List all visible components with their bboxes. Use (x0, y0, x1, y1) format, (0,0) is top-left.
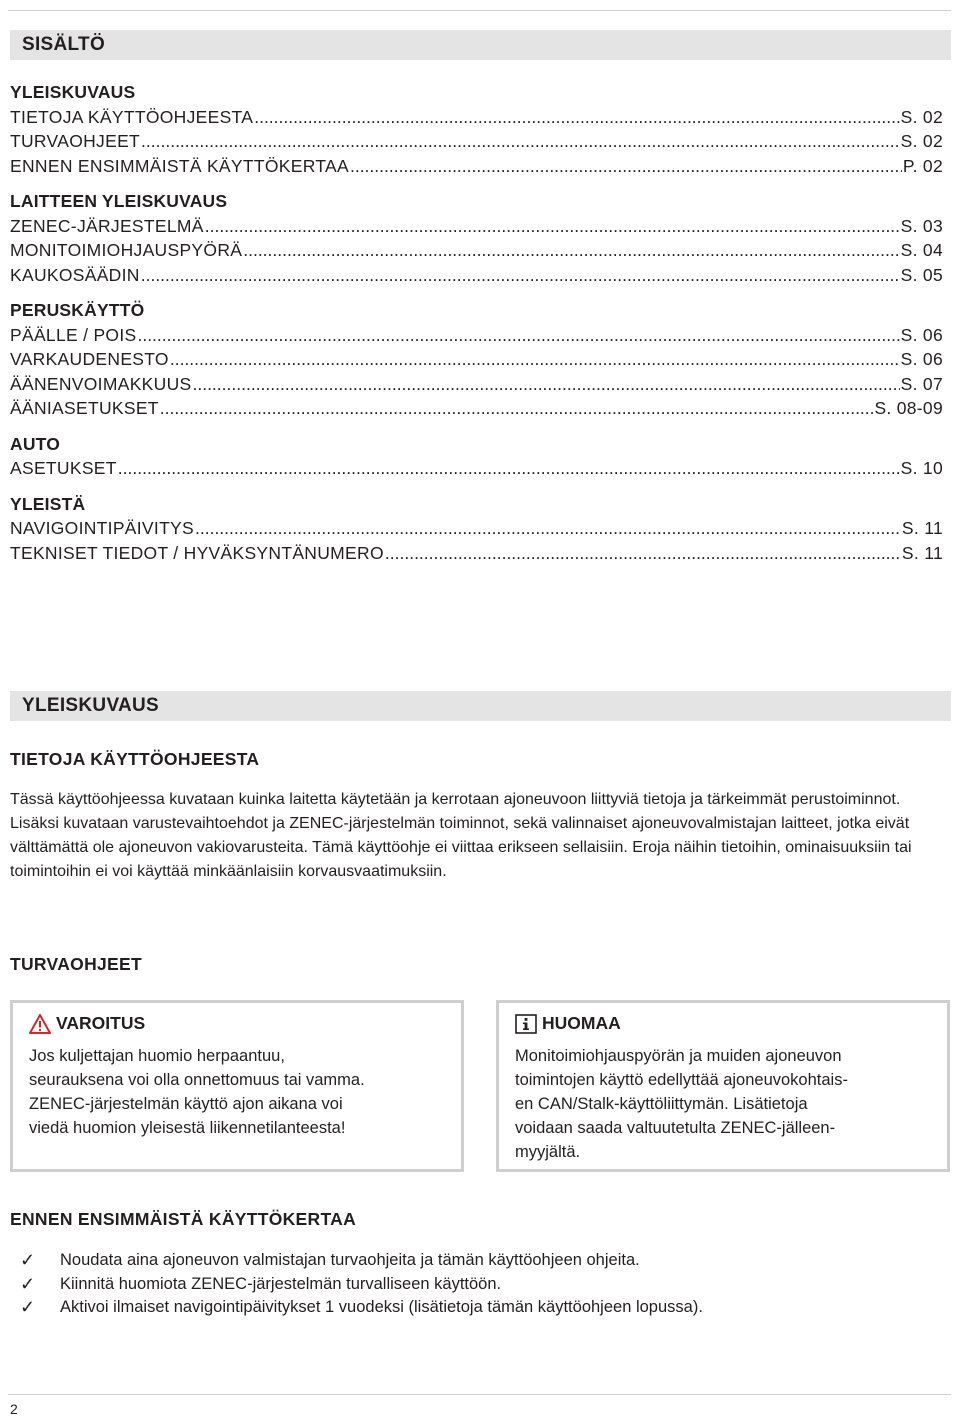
toc-entry-page: S. 10 (900, 458, 943, 478)
toc-entry-label: VARKAUDENESTO (10, 349, 169, 369)
warning-title-text: VAROITUS (56, 1013, 146, 1033)
toc-entry-label: ZENEC-JÄRJESTELMÄ (10, 215, 204, 236)
top-rule (8, 10, 951, 11)
checkmark-icon: ✓ (20, 1273, 36, 1294)
toc-entry[interactable] (10, 372, 943, 397)
toc-group (10, 80, 943, 178)
toc-section-heading: AUTO (10, 433, 61, 454)
note-box (496, 1000, 950, 1172)
toc-group (10, 432, 943, 481)
toc-dot-leader (350, 154, 902, 179)
overview-title-bar: YLEISKUVAUS (10, 691, 951, 721)
toc-dot-leader (192, 372, 899, 397)
toc-entry-label: ASETUKSET (10, 458, 117, 478)
box-text-line: toimintojen käyttö edellyttää ajoneuvokohtais- (515, 1071, 848, 1089)
toc-dot-leader (254, 105, 899, 130)
box-text-line: en CAN/Stalk-käyttöliittymän. Lisätietoja (515, 1095, 808, 1113)
toc-entry-page: S. 02 (900, 131, 943, 151)
checkmark-icon: ✓ (20, 1297, 36, 1317)
toc-dot-leader (243, 238, 899, 263)
toc-entry-label: ENNEN ENSIMMÄISTÄ KÄYTTÖKERTAA (10, 155, 349, 176)
toc-dot-leader (118, 456, 900, 481)
first-use-heading: ENNEN ENSIMMÄISTÄ KÄYTTÖKERTAA (10, 1209, 357, 1229)
box-text-line: myyjältä. (515, 1143, 581, 1161)
toc-entry-page: S. 04 (900, 240, 943, 260)
toc-entry-label: TIETOJA KÄYTTÖOHJEESTA (10, 106, 254, 127)
checkmark-icon: ✓ (20, 1250, 36, 1270)
toc-entry-page: S. 11 (901, 518, 943, 538)
toc-section-heading: PERUSKÄYTTÖ (10, 300, 145, 320)
toc-entry[interactable] (10, 516, 943, 541)
toc-entry[interactable] (10, 541, 943, 566)
checklist-item-text: Aktivoi ilmaiset navigointipäivitykset 1 vuodeksi (lisätietoja tämän käyttöohjeen lopussa). (60, 1298, 703, 1316)
note-text (515, 1044, 848, 1164)
checklist-item-text: Kiinnitä huomiota ZENEC-järjestelmän turvalliseen käyttöön. (60, 1274, 502, 1293)
toc-entry-page: S. 07 (900, 373, 943, 394)
warning-triangle-icon (29, 1014, 51, 1034)
toc-entry-page: S. 05 (900, 264, 943, 285)
toc-entry[interactable] (10, 105, 943, 130)
toc-entry-label: KAUKOSÄÄDIN (10, 264, 140, 285)
checklist-item (20, 1249, 703, 1273)
toc-entry[interactable] (10, 214, 943, 239)
page-number: 2 (10, 1401, 18, 1417)
contents-title-bar: SISÄLTÖ (10, 30, 951, 60)
toc-section-heading: YLEISTÄ (10, 493, 86, 514)
toc-entry-label: TURVAOHJEET (10, 131, 141, 151)
safety-heading: TURVAOHJEET (10, 954, 142, 974)
toc-entry[interactable] (10, 238, 943, 263)
toc-entry-label: ÄÄNIASETUKSET (10, 398, 159, 418)
toc-entry[interactable] (10, 263, 943, 288)
note-title (515, 1013, 621, 1034)
warning-title (29, 1013, 145, 1034)
checklist-item (20, 1273, 703, 1297)
toc-entry[interactable] (10, 347, 943, 372)
toc-dot-leader (137, 323, 899, 348)
toc-section-heading: LAITTEEN YLEISKUVAUS (10, 191, 228, 211)
about-heading: TIETOJA KÄYTTÖOHJEESTA (10, 749, 260, 769)
toc-entry-page: P. 02 (902, 155, 943, 176)
checklist-item (20, 1296, 703, 1320)
toc-entry-page: S. 11 (901, 542, 943, 563)
toc-entry[interactable] (10, 456, 943, 481)
toc-entry-page: S. 02 (900, 106, 943, 127)
box-text-line: seurauksena voi olla onnettomuus tai vamma. (29, 1071, 365, 1089)
toc-entry[interactable] (10, 129, 943, 154)
bottom-rule (8, 1394, 951, 1395)
toc-group (10, 298, 943, 421)
toc-entry-label: TEKNISET TIEDOT / HYVÄKSYNTÄNUMERO (10, 542, 384, 563)
toc-group (10, 492, 943, 566)
toc-entry-page: S. 08-09 (874, 398, 943, 418)
toc-entry-label: PÄÄLLE / POIS (10, 324, 137, 345)
toc-entry[interactable] (10, 323, 943, 348)
box-text-line: Jos kuljettajan huomio herpaantuu, (29, 1047, 285, 1065)
toc-entry-label: NAVIGOINTIPÄIVITYS (10, 518, 194, 538)
toc-dot-leader (205, 214, 900, 239)
toc-dot-leader (141, 129, 900, 154)
info-icon (515, 1014, 537, 1034)
toc-dot-leader (170, 347, 900, 372)
table-of-contents (10, 80, 943, 576)
box-text-line: viedä huomion yleisestä liikennetilanteesta! (29, 1119, 346, 1137)
first-use-checklist (20, 1249, 703, 1320)
toc-dot-leader (195, 516, 901, 541)
note-title-text: HUOMAA (542, 1013, 621, 1033)
toc-dot-leader (141, 263, 900, 288)
toc-entry[interactable] (10, 154, 943, 179)
toc-entry-label: MONITOIMIOHJAUSPYÖRÄ (10, 240, 243, 260)
toc-dot-leader (160, 396, 874, 421)
toc-entry-label: ÄÄNENVOIMAKKUUS (10, 373, 192, 394)
box-text-line: ZENEC-järjestelmän käyttö ajon aikana voi (29, 1095, 343, 1113)
toc-dot-leader (385, 541, 901, 566)
toc-entry-page: S. 06 (900, 349, 943, 369)
toc-entry-page: S. 03 (900, 215, 943, 236)
box-text-line: Monitoimiohjauspyörän ja muiden ajoneuvon (515, 1047, 842, 1065)
about-paragraph: Tässä käyttöohjeessa kuvataan kuinka laitetta käytetään ja kerrotaan ajoneuvoon liittyviä tietoja ja tärkeimmät perustoiminnot. Lisäksi kuvataan varustevaihtoehdot ja ZENEC-järjestelmän toiminnot, sekä valinnaiset ajoneuvovalmistajan laitteet, jotka eivät välttämättä ole ajoneuvon vakiovarusteita. Tämä käyttöohje ei viittaa erikseen sellaisiin. Eroja näihin tietoihin, ominaisuuksiin tai toimintoihin ei voi käyttää minkäänlaisiin korvausvaatimuksiin. (10, 791, 912, 880)
toc-entry-page: S. 06 (900, 324, 943, 345)
box-text-line: voidaan saada valtuutetulta ZENEC-jälleen- (515, 1119, 836, 1137)
checklist-item-text: Noudata aina ajoneuvon valmistajan turvaohjeita ja tämän käyttöohjeen ohjeita. (60, 1251, 640, 1269)
toc-entry[interactable] (10, 396, 943, 421)
warning-box (10, 1000, 464, 1172)
warning-text (29, 1044, 365, 1140)
toc-section-heading: YLEISKUVAUS (10, 82, 136, 102)
toc-group (10, 189, 943, 287)
